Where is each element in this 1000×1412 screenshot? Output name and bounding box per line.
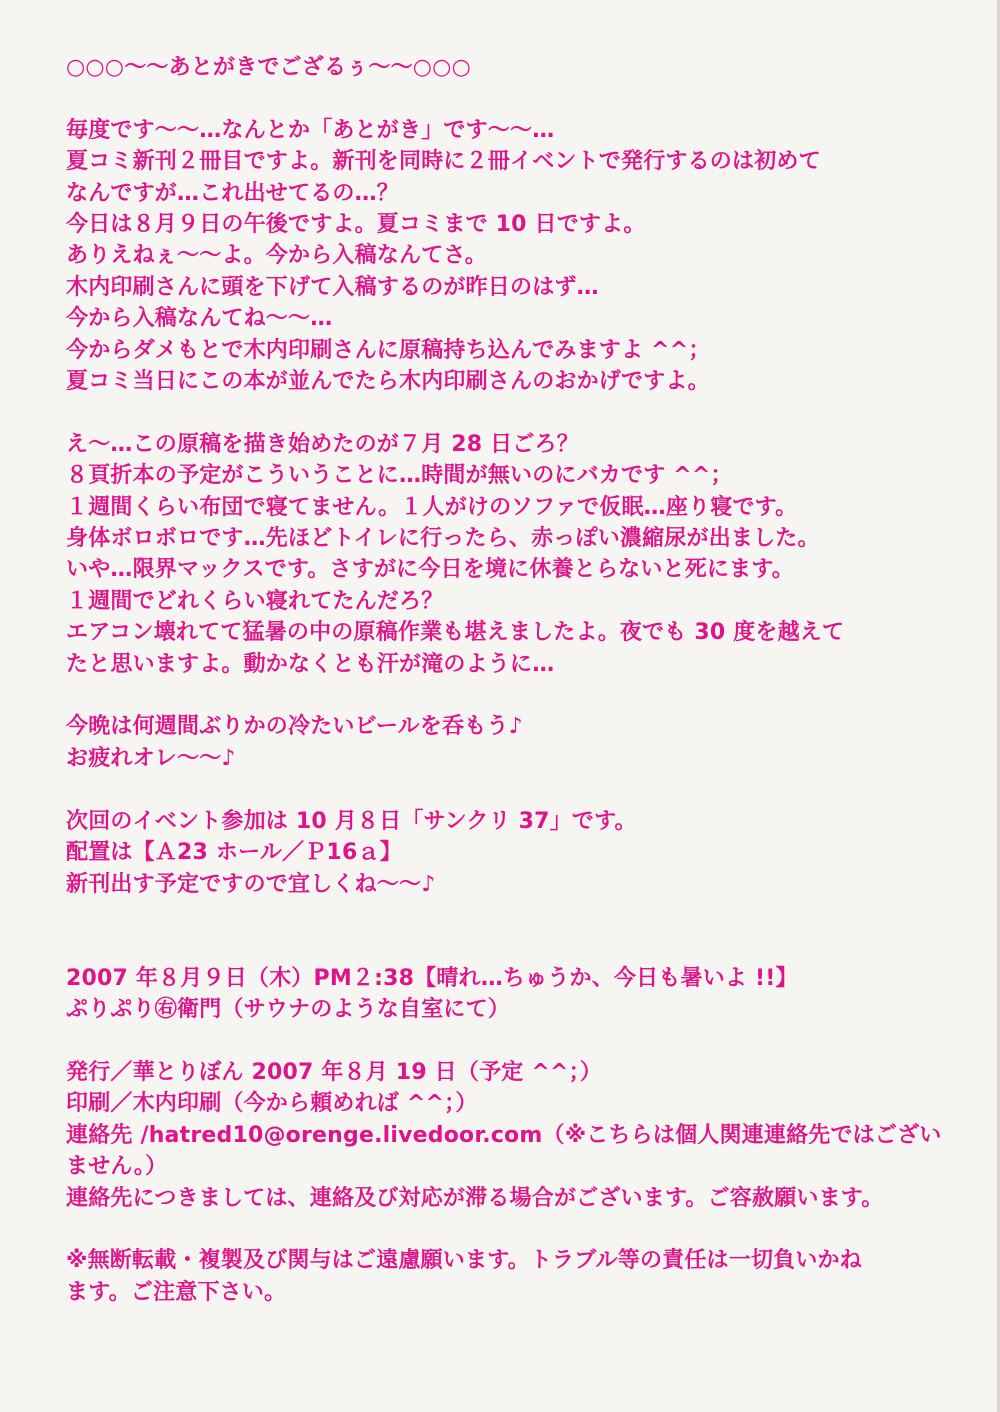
- text-line: １週間でどれくらい寝れてたんだろ？: [66, 588, 444, 614]
- paragraph-next-event: [66, 806, 946, 900]
- text-line: 身体ボロボロです…先ほどトイレに行ったら、赤っぽい濃縮尿が出ました。: [66, 526, 820, 552]
- spacer: [66, 1214, 946, 1245]
- text-line: 今日は８月９日の午後ですよ。夏コミまで 10 日ですよ。: [66, 212, 646, 238]
- copyright-notice: [66, 1245, 946, 1308]
- colophon-contact-note: 連絡先につきましては、連絡及び対応が滞る場合がございます。ご容赦願います。: [66, 1185, 884, 1211]
- text-line: 夏コミ新刊２冊目ですよ。新刊を同時に２冊イベントで発行するのは初めて: [66, 149, 821, 175]
- notice-line: ます。ご注意下さい。: [66, 1279, 287, 1305]
- signature-author: ぷりぷり㊨衛門（サウナのような自室にて）: [66, 997, 511, 1023]
- paragraph-beer: [66, 711, 946, 774]
- afterword-text: [66, 52, 946, 1308]
- colophon-printer: 印刷／木内印刷（今から頼めれば ^^；）: [66, 1091, 478, 1117]
- notice-line: ※無断転載・複製及び関与はご遠慮願います。トラブル等の責任は一切負いかね: [66, 1248, 862, 1274]
- text-line: ８頁折本の予定がこういうことに…時間が無いのにバカです ^^；: [66, 463, 733, 489]
- text-line: 今からダメもとで木内印刷さんに原稿持ち込んでみますよ ^^；: [66, 337, 711, 363]
- text-line: 配置は【Ａ23 ホール／Ｐ16ａ】: [66, 840, 402, 866]
- colophon-contact: 連絡先 /hatred10@orenge.livedoor.com（※こちらは個人関連連絡先ではござい: [66, 1122, 942, 1148]
- text-line: 次回のイベント参加は 10 月８日「サンクリ 37」です。: [66, 808, 637, 834]
- text-line: 新刊出す予定ですので宜しくね～～♪: [66, 871, 436, 897]
- signature-block: [66, 963, 946, 1026]
- spacer: [66, 774, 946, 805]
- colophon-publisher: 発行／華とりぼん 2007 年８月 19 日（予定 ^^；）: [66, 1059, 603, 1085]
- text-line: え～…この原稿を描き始めたのが７月 28 日ごろ？: [66, 431, 579, 457]
- text-line: なんですが…これ出せてるの…？: [66, 180, 400, 206]
- text-line: 今晩は何週間ぶりかの冷たいビールを呑もう♪: [66, 714, 523, 740]
- text-line: ありえねぇ～～よ。今から入稿なんてさ。: [66, 243, 487, 269]
- text-line: いや…限界マックスです。さすがに今日を境に休養とらないと死にます。: [66, 557, 794, 583]
- spacer: [66, 680, 946, 711]
- spacer: [66, 397, 946, 428]
- paragraph-production: [66, 429, 946, 680]
- text-line: 木内印刷さんに頭を下げて入稿するのが昨日のはず…: [66, 274, 599, 300]
- text-line: たと思いますよ。動かなくとも汗が滝のように…: [66, 651, 555, 677]
- colophon-contact-cont: ません。）: [66, 1154, 168, 1180]
- text-line: エアコン壊れてて猛暑の中の原稿作業も堪えましたよ。夜でも 30 度を越えて: [66, 620, 845, 646]
- text-line: お疲れオレ～～♪: [66, 745, 236, 771]
- text-line: １週間くらい布団で寝てません。１人がけのソファで仮眠…座り寝です。: [66, 494, 798, 520]
- paragraph-intro: [66, 115, 946, 398]
- text-line: 今から入稿なんてね～～…: [66, 306, 333, 332]
- afterword-heading: ○○○～～あとがきでござるぅ～～○○○: [66, 55, 471, 80]
- text-line: 夏コミ当日にこの本が並んでたら木内印刷さんのおかげですよ。: [66, 369, 710, 395]
- colophon: [66, 1057, 946, 1214]
- text-line: 毎度です～～…なんとか「あとがき」です～～…: [66, 117, 555, 143]
- signature-date: 2007 年８月９日（木）PM２:38【晴れ…ちゅうか、今日も暑いよ !!】: [66, 965, 798, 991]
- spacer: [66, 900, 946, 963]
- spacer: [66, 1026, 946, 1057]
- spacer: [66, 83, 946, 114]
